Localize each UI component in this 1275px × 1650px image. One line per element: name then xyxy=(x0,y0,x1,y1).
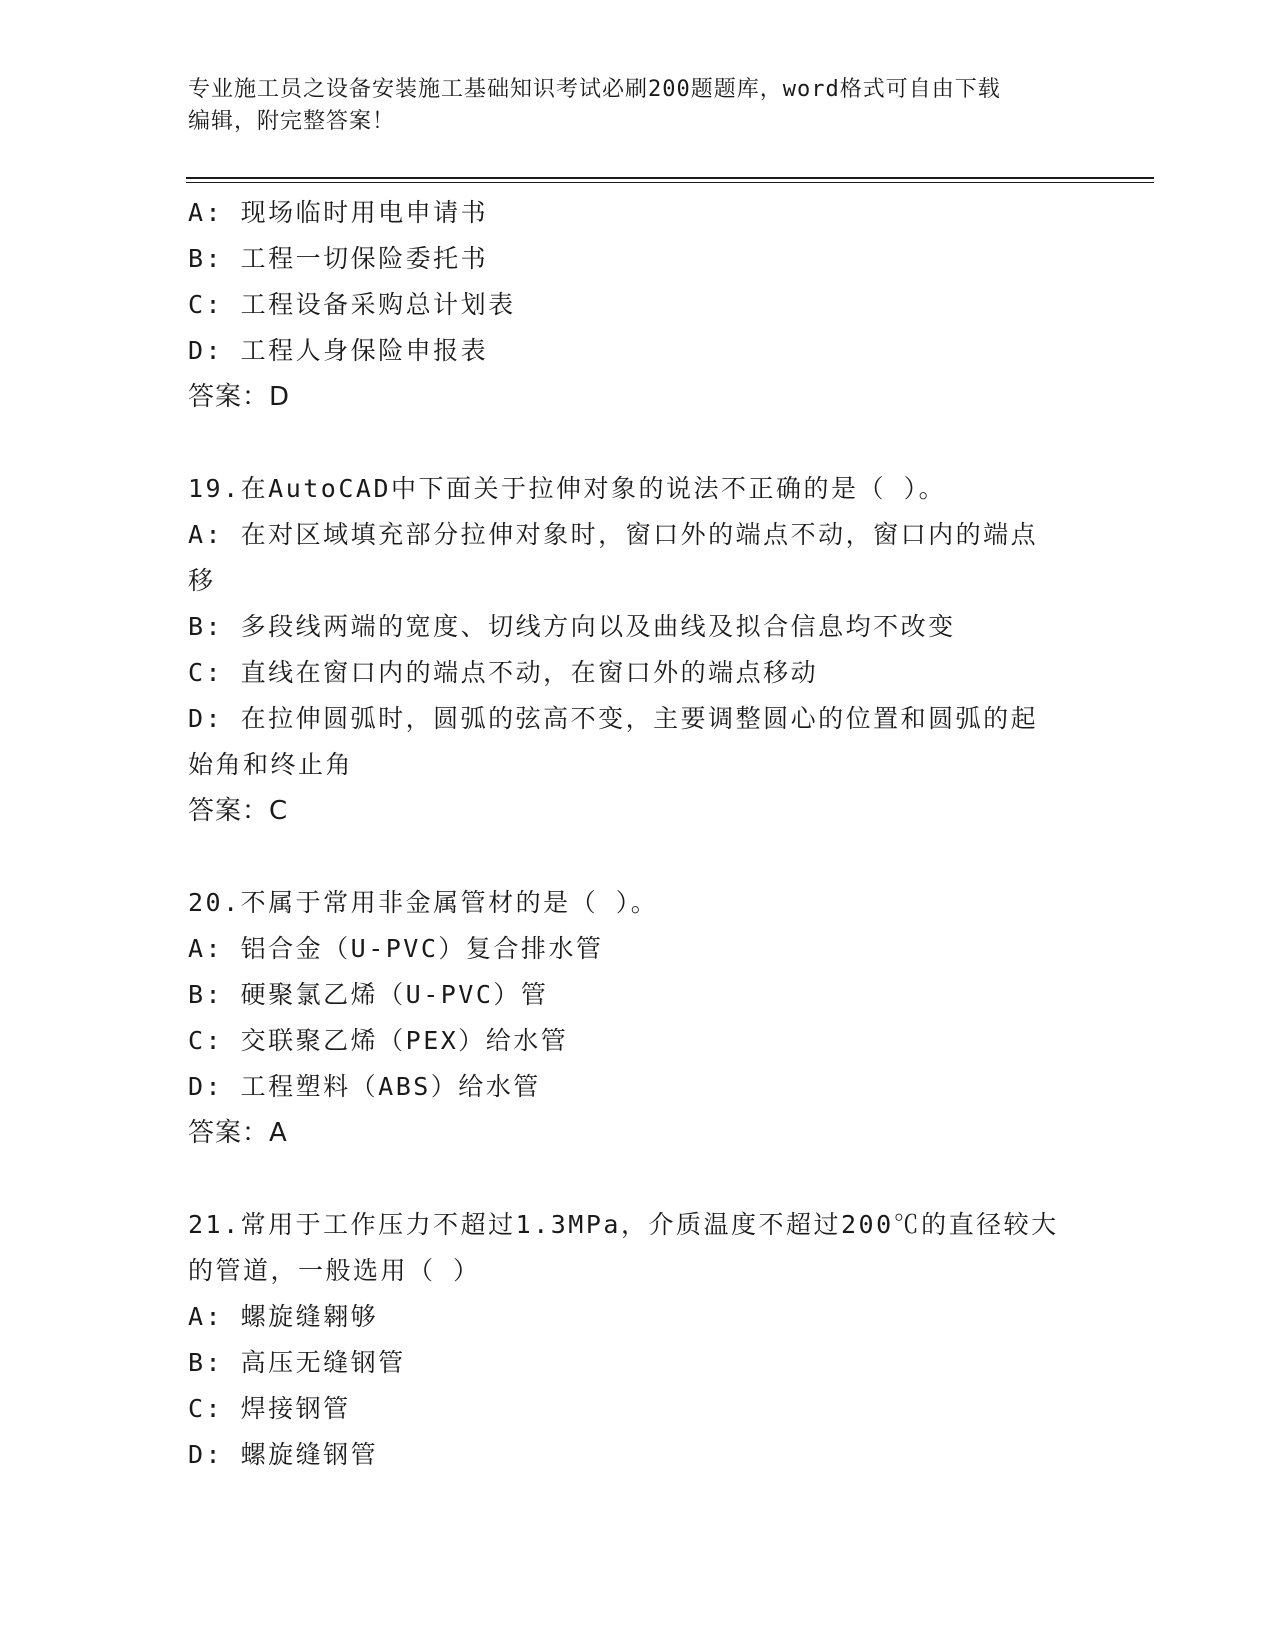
option-a: A: 螺旋缝翱够 xyxy=(188,1302,379,1331)
question-list xyxy=(188,190,1088,1478)
header-title-line2: 编辑，附完整答案！ xyxy=(188,109,396,134)
option-c: C: 直线在窗口内的端点不动，在窗口外的端点移动 xyxy=(188,658,819,687)
question-19-block xyxy=(188,466,1088,834)
header-divider-thin xyxy=(186,182,1154,183)
option-d: D: 工程塑料（ABS）给水管 xyxy=(188,1072,541,1101)
option-b: B: 工程一切保险委托书 xyxy=(188,244,489,273)
option-d: D: 螺旋缝钢管 xyxy=(188,1440,379,1469)
answer-line: 答案：C xyxy=(188,796,289,826)
option-b: B: 多段线两端的宽度、切线方向以及曲线及拟合信息均不改变 xyxy=(188,612,956,641)
question-stem: 21.常用于工作压力不超过1.3MPa，介质温度不超过200℃的直径较大 xyxy=(188,1210,1059,1239)
question-stem: 20.不属于常用非金属管材的是（ ）。 xyxy=(188,888,659,917)
option-b: B: 高压无缝钢管 xyxy=(188,1348,406,1377)
option-a-continued: 移 xyxy=(188,566,216,595)
question-20-block xyxy=(188,880,1088,1156)
option-a: A: 现场临时用电申请书 xyxy=(188,198,489,227)
option-d: D: 在拉伸圆弧时，圆弧的弦高不变，主要调整圆心的位置和圆弧的起 xyxy=(188,704,1039,733)
question-stem-continued: 的管道，一般选用（ ） xyxy=(188,1256,481,1285)
header-divider-thick xyxy=(186,177,1154,179)
option-b: B: 硬聚氯乙烯（U-PVC）管 xyxy=(188,980,549,1009)
question-18-block xyxy=(188,190,1088,420)
option-a: A: 铝合金（U-PVC）复合排水管 xyxy=(188,934,604,963)
option-a: A: 在对区域填充部分拉伸对象时，窗口外的端点不动，窗口内的端点 xyxy=(188,520,1039,549)
header-title-line1: 专业施工员之设备安装施工基础知识考试必刷200题题库，word格式可自由下载 xyxy=(188,77,1001,102)
option-c: C: 焊接钢管 xyxy=(188,1394,351,1423)
option-c: C: 工程设备采购总计划表 xyxy=(188,290,516,319)
question-stem: 19.在AutoCAD中下面关于拉伸对象的说法不正确的是（ ）。 xyxy=(188,474,947,503)
document-header xyxy=(188,74,1088,138)
question-21-block xyxy=(188,1202,1088,1478)
answer-line: 答案：D xyxy=(188,382,291,412)
answer-line: 答案：A xyxy=(188,1118,288,1148)
option-d: D: 工程人身保险申报表 xyxy=(188,336,489,365)
option-c: C: 交联聚乙烯（PEX）给水管 xyxy=(188,1026,569,1055)
option-d-continued: 始角和终止角 xyxy=(188,750,354,779)
